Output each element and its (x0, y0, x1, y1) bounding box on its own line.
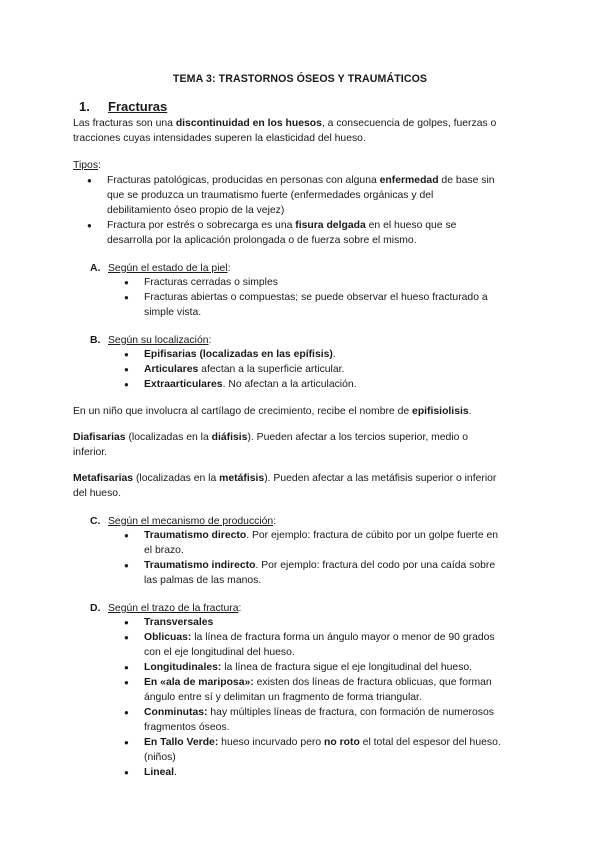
section-b-list (124, 347, 544, 392)
section-b-heading: B. Según su localización: (90, 335, 212, 346)
metafisarias-paragraph: Metafisarias (localizadas en la metáfisis). Pueden afectar a las metáfisis superior o inferior del hueso. (73, 473, 497, 499)
list-item: ● En «ala de mariposa»: existen dos líneas de fractura oblicuas, que forman ángulo entre sí y delimitan un fragmento de forma triangular. (124, 677, 492, 703)
list-item: ● Fractura por estrés o sobrecarga es una fisura delgada en el hueso que se desarrolla por la aplicación prolongada o de fuerza sobre el mismo. (87, 220, 457, 246)
bullet-icon: ● (124, 380, 129, 389)
tipos-list (87, 173, 547, 248)
list-item: ● En Tallo Verde: hueso incurvado pero no roto el total del espesor del hueso. (niños) (124, 737, 501, 763)
bullet-icon: ● (124, 531, 129, 540)
section-a-heading: A. Según el estado de la piel: (90, 263, 231, 274)
section-heading-fracturas (79, 99, 167, 114)
section-d-list (124, 615, 544, 780)
list-item: ● Epifisarias (localizadas en las epífisis). (124, 349, 336, 360)
list-item: ● Fracturas abiertas o compuestas; se puede observar el hueso fracturado a simple vista. (124, 292, 488, 318)
epifisiolisis-paragraph: En un niño que involucra al cartílago de crecimiento, recibe el nombre de epifisiolisis. (73, 406, 472, 417)
list-item: ● Transversales (124, 617, 214, 628)
bullet-icon: ● (87, 221, 92, 230)
bullet-icon: ● (124, 633, 129, 642)
bullet-icon: ● (124, 618, 129, 627)
bullet-icon: ● (124, 365, 129, 374)
section-a-list (124, 275, 544, 320)
list-item: ● Extraarticulares. No afectan a la articulación. (124, 379, 357, 390)
intro-paragraph: Las fracturas son una discontinuidad en los huesos, a consecuencia de golpes, fuerzas o tracciones cuyas intensidades superen la elasticidad del hueso. (73, 118, 497, 144)
list-item: ● Oblicuas: la línea de fractura forma un ángulo mayor o menor de 90 grados con el eje longitudinal del hueso. (124, 632, 495, 658)
list-item: ● Fracturas patológicas, producidas en personas con alguna enfermedad de base sin que se produzca un traumatismo fuerte (enfermedades orgánicas y del debilitamiento óseo propio de la vejez) (87, 175, 495, 216)
bullet-icon: ● (124, 293, 129, 302)
section-d-heading: D. Según el trazo de la fractura: (90, 603, 242, 614)
section-title: Fracturas (108, 99, 168, 114)
bullet-icon: ● (124, 663, 129, 672)
bullet-icon: ● (124, 678, 129, 687)
bullet-icon: ● (124, 768, 129, 777)
bullet-icon: ● (124, 738, 129, 747)
list-item: ● Traumatismo indirecto. Por ejemplo: fractura del codo por una caída sobre las palmas de las manos. (124, 560, 496, 586)
bullet-icon: ● (124, 708, 129, 717)
list-item: ● Lineal. (124, 767, 177, 778)
section-c-heading: C. Según el mecanismo de producción: (90, 516, 277, 527)
section-c-list (124, 528, 544, 588)
bullet-icon: ● (124, 278, 129, 287)
list-item: ● Articulares afectan a la superficie articular. (124, 364, 345, 375)
list-item: ● Fracturas cerradas o simples (124, 277, 278, 288)
page-title: TEMA 3: TRASTORNOS ÓSEOS Y TRAUMÁTICOS (172, 73, 428, 85)
list-item: ● Traumatismo directo. Por ejemplo: fractura de cúbito por un golpe fuerte en el brazo. (124, 530, 499, 556)
list-item: ● Longitudinales: la línea de fractura sigue el eje longitudinal del hueso. (124, 662, 473, 673)
bullet-icon: ● (124, 350, 129, 359)
bullet-icon: ● (124, 561, 129, 570)
list-item: ● Conminutas: hay múltiples líneas de fractura, con formación de numerosos fragmentos óseos. (124, 707, 494, 733)
diafisarias-paragraph: Diafisarias (localizadas en la diáfisis). Pueden afectar a los tercios superior, medio o inferior. (73, 432, 469, 458)
section-number: 1. (79, 99, 90, 114)
tipos-label: Tipos: (73, 160, 101, 171)
bullet-icon: ● (87, 176, 92, 185)
